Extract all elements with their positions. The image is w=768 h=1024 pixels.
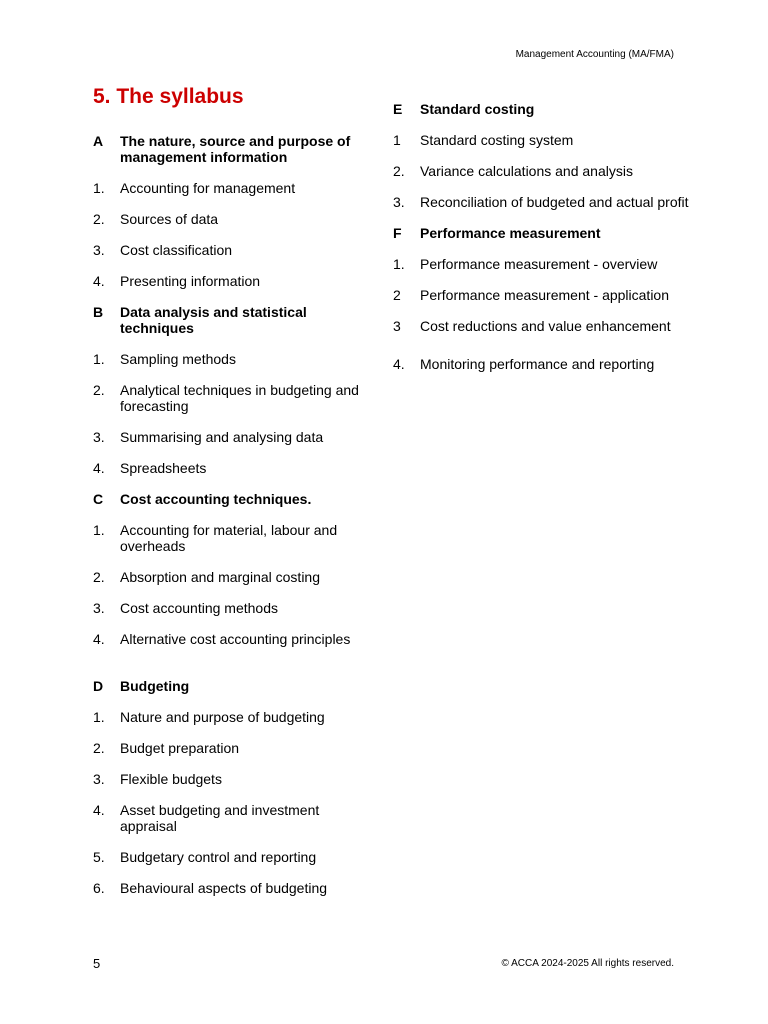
section-heading — [393, 225, 693, 241]
running-header: Management Accounting (MA/FMA) — [515, 49, 674, 60]
copyright-notice: © ACCA 2024-2025 All rights reserved. — [501, 958, 674, 969]
item-number: 6. — [93, 880, 105, 896]
item-number: 5. — [93, 849, 105, 865]
syllabus-item — [93, 273, 373, 289]
item-number: 3. — [93, 600, 105, 616]
item-number: 4. — [93, 631, 105, 647]
syllabus-item — [393, 194, 693, 210]
section-heading — [93, 133, 373, 165]
item-text: Presenting information — [120, 273, 261, 289]
syllabus-item — [93, 569, 373, 585]
item-text: Absorption and marginal costing — [120, 569, 321, 585]
item-number: 2 — [393, 287, 401, 303]
item-number: 3. — [93, 242, 105, 258]
item-number: F — [393, 225, 402, 241]
syllabus-item — [93, 771, 373, 787]
item-number: 1. — [393, 256, 405, 272]
item-number: D — [93, 678, 104, 694]
syllabus-item — [93, 211, 373, 227]
item-number: 2. — [93, 740, 105, 756]
syllabus-item — [93, 351, 373, 367]
item-text: Accounting for management — [120, 180, 296, 196]
item-text: The nature, source and purpose of management information — [120, 133, 351, 165]
item-number: 2. — [93, 382, 105, 398]
item-text: Budget preparation — [120, 740, 240, 756]
item-text: Nature and purpose of budgeting — [120, 709, 325, 725]
syllabus-item — [393, 132, 693, 148]
item-number: 2. — [93, 211, 105, 227]
item-text: Sampling methods — [120, 351, 236, 367]
item-number: 1. — [93, 709, 105, 725]
syllabus-right-column — [393, 101, 693, 372]
item-text: Accounting for material, labour and overheads — [120, 522, 338, 554]
item-text: Spreadsheets — [120, 460, 207, 476]
item-text: Reconciliation of budgeted and actual profit — [420, 194, 689, 210]
item-number: 1. — [93, 351, 105, 367]
item-number: 4. — [93, 802, 105, 818]
syllabus-item — [393, 318, 693, 334]
syllabus-item — [393, 287, 693, 303]
item-text: Sources of data — [120, 211, 219, 227]
syllabus-item — [93, 460, 373, 476]
item-number: 3. — [393, 194, 405, 210]
item-number: 3. — [93, 771, 105, 787]
section-title: 5. The syllabus — [93, 85, 244, 108]
item-number: 1. — [93, 522, 105, 538]
item-text: Cost classification — [120, 242, 233, 258]
syllabus-item — [93, 180, 373, 196]
syllabus-item — [93, 382, 373, 414]
syllabus-item — [93, 802, 373, 834]
section-heading — [93, 304, 373, 336]
item-text: Analytical techniques in budgeting and forecasting — [120, 382, 359, 414]
item-number: B — [93, 304, 104, 320]
item-text: Behavioural aspects of budgeting — [120, 880, 328, 896]
item-number: C — [93, 491, 104, 507]
item-text: Cost accounting techniques. — [120, 491, 312, 507]
item-text: Alternative cost accounting principles — [120, 631, 351, 647]
syllabus-item — [93, 631, 373, 647]
section-heading — [93, 678, 373, 694]
syllabus-item — [93, 242, 373, 258]
syllabus-item — [93, 429, 373, 445]
syllabus-item — [393, 356, 693, 372]
item-text: Monitoring performance and reporting — [420, 356, 655, 372]
item-number: 3 — [393, 318, 401, 334]
item-number: 4. — [93, 273, 105, 289]
section-heading — [393, 101, 693, 117]
item-text: Standard costing system — [420, 132, 574, 148]
item-text: Standard costing — [420, 101, 535, 117]
item-text: Performance measurement — [420, 225, 601, 241]
item-number: 3. — [93, 429, 105, 445]
item-text: Performance measurement - overview — [420, 256, 658, 272]
item-text: Data analysis and statistical techniques — [120, 304, 307, 336]
item-text: Budgeting — [120, 678, 190, 694]
item-number: A — [93, 133, 104, 149]
item-text: Cost reductions and value enhancement — [420, 318, 671, 334]
syllabus-item — [93, 740, 373, 756]
syllabus-item — [393, 256, 693, 272]
item-number: 2. — [393, 163, 405, 179]
item-number: 1. — [93, 180, 105, 196]
item-number: 4. — [393, 356, 405, 372]
item-number: E — [393, 101, 403, 117]
item-text: Asset budgeting and investment appraisal — [120, 802, 320, 834]
syllabus-item — [93, 522, 373, 554]
item-text: Performance measurement - application — [420, 287, 670, 303]
syllabus-item — [93, 880, 373, 896]
syllabus-item — [93, 849, 373, 865]
item-number: 2. — [93, 569, 105, 585]
syllabus-item — [93, 600, 373, 616]
item-text: Variance calculations and analysis — [420, 163, 633, 179]
item-text: Summarising and analysing data — [120, 429, 324, 445]
item-text: Budgetary control and reporting — [120, 849, 317, 865]
page-number: 5 — [93, 956, 101, 971]
syllabus-item — [93, 709, 373, 725]
syllabus-item — [393, 163, 693, 179]
item-number: 4. — [93, 460, 105, 476]
item-number: 1 — [393, 132, 401, 148]
item-text: Cost accounting methods — [120, 600, 278, 616]
syllabus-left-column — [93, 133, 373, 896]
section-heading — [93, 491, 373, 507]
item-text: Flexible budgets — [120, 771, 222, 787]
